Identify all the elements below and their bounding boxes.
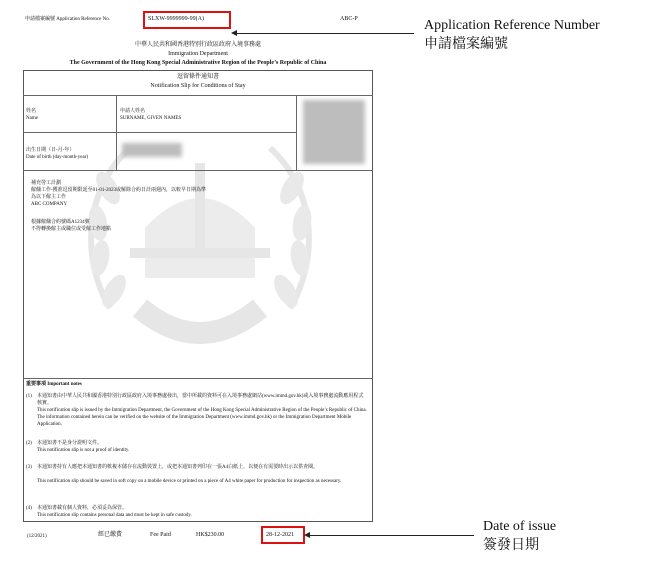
fee-amount: HK$230.00 bbox=[196, 532, 225, 538]
note-text-en: This notification slip contains personal data and must be kept in safe custody. bbox=[37, 513, 192, 518]
condition-contract: 根據僱傭合約號碼A1234號 bbox=[31, 220, 90, 225]
condition-restriction: 不得轉換僱主或職位或受僱工作地點 bbox=[31, 227, 112, 232]
callout-ref-cn: 申請檔案編號 bbox=[424, 37, 508, 52]
department-english: Immigration Department bbox=[168, 51, 228, 57]
notes-heading: 重要事項 Important notes bbox=[26, 382, 82, 387]
date-callout-line bbox=[309, 535, 474, 536]
photo-redacted bbox=[303, 100, 365, 164]
issue-date: 28-12-2021 bbox=[266, 532, 294, 538]
callout-ref-en: Application Reference Number bbox=[424, 18, 600, 33]
divider bbox=[23, 378, 373, 379]
condition-scheme: 補充勞工計劃 bbox=[31, 181, 62, 186]
fee-label-en: Fee Paid bbox=[150, 532, 171, 538]
form-revision: (12/2021) bbox=[27, 534, 47, 539]
ref-callout-line bbox=[236, 33, 414, 34]
ref-label: 申請檔案編號 Application Reference No. bbox=[25, 17, 110, 22]
condition-employer-label: 為以下僱主工作 bbox=[31, 195, 67, 200]
name-label-cn: 姓名 bbox=[26, 109, 37, 114]
note-text-cn: 本通知書載有個人資料，必須妥為保管。 bbox=[37, 506, 128, 511]
condition-stay-limit: 僱傭工作-獲准逗留期限延至01-01-2023或解除合約日計兩週內，以較早日期為準 bbox=[31, 188, 206, 193]
fee-label-cn: 經已繳費 bbox=[98, 532, 123, 538]
ref-number: SLXW-9999999-99(A) bbox=[148, 16, 204, 22]
dob-value-redacted bbox=[122, 143, 182, 157]
note-text-en: This notification slip is issued by the Immigration Department, the Government of the Hong Kong Special Administrative Region of the People’s Republic of China. The information contained herein can be verified on the website of the Immigration Department (www.immd.gov.hk) or the Immigration Department Mobile Application. bbox=[37, 408, 367, 427]
note-text-cn: 本通知書不是身分證明文件。 bbox=[37, 441, 103, 446]
divider bbox=[23, 95, 373, 96]
applicant-label-cn: 申請人姓名 bbox=[120, 109, 146, 114]
ref-callout-arrowhead bbox=[231, 30, 237, 36]
dob-label-cn: 出生日期（日-月-年） bbox=[26, 148, 75, 153]
callout-date-cn: 簽發日期 bbox=[483, 538, 539, 553]
note-text-en: This notification slip should be saved in soft copy on a mobile device or printed on a piece of A4 white paper for production for inspection as necessary. bbox=[37, 479, 342, 484]
divider bbox=[296, 95, 297, 170]
note-text-cn: 本通知書由中華人民共和國香港特別行政區政府入境事務處發出，當中所載的資料可在入境事務處網站(www.immd.gov.hk)或入境事務處流動應用程式核實。 bbox=[37, 394, 364, 406]
dob-label-en: Date of birth (day-month-year) bbox=[26, 155, 89, 160]
slip-title-english: Notification Slip for Conditions of Stay bbox=[150, 83, 246, 89]
date-callout-arrowhead bbox=[304, 532, 310, 538]
government-title: The Government of the Hong Kong Special Administrative Region of the People’s Republic of China bbox=[69, 60, 327, 66]
ref-number-highlight bbox=[143, 11, 231, 29]
divider bbox=[23, 132, 296, 133]
note-text-en: This notification slip is not a proof of identity. bbox=[37, 448, 130, 453]
slip-title-chinese: 逗留條件通知書 bbox=[176, 74, 219, 80]
note-number: (4) bbox=[26, 506, 32, 511]
callout-date-en: Date of issue bbox=[483, 519, 557, 534]
form-code-top: ABC-P bbox=[340, 16, 358, 22]
name-label-en: Name bbox=[26, 116, 38, 121]
applicant-name-value: SURNAME, GIVEN NAMES bbox=[120, 116, 182, 121]
issue-date-highlight bbox=[261, 526, 305, 544]
divider bbox=[23, 170, 373, 171]
note-number: (2) bbox=[26, 441, 32, 446]
immigration-emblem-watermark bbox=[70, 108, 330, 378]
department-chinese: 中華人民共和國香港特別行政區政府入境事務處 bbox=[134, 42, 261, 48]
condition-employer: ABC COMPANY bbox=[31, 202, 68, 207]
note-text-cn: 本通知書持有人應把本通知書的軟複本儲存在流動裝置上，或把本通知書列印在一張A4白紙上，以便在有需要時出示以供查閱。 bbox=[37, 465, 319, 470]
note-number: (1) bbox=[26, 394, 32, 399]
note-number: (3) bbox=[26, 465, 32, 470]
